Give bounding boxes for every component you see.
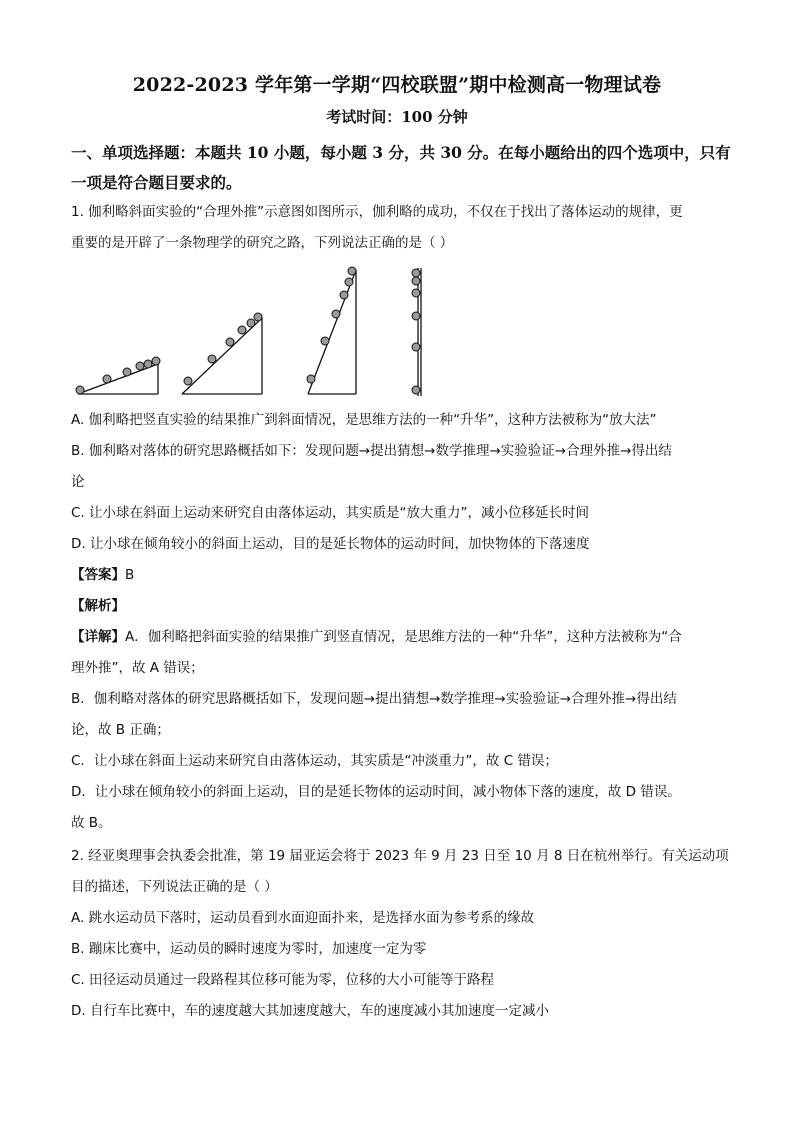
q2-option-a: A. 跳水运动员下落时，运动员看到水面迎面扑来，是选择水面为参考系的缘故 bbox=[71, 910, 535, 926]
q1-answer-line bbox=[71, 561, 731, 589]
q1-detail-a-line2: 理外推”，故 A 错误； bbox=[71, 660, 204, 676]
q1-option-c: C. 让小球在斜面上运动来研究自由落体运动，其实质是“放大重力”，减小位移延长时间 bbox=[71, 505, 589, 521]
q2-option-b: B. 蹦床比赛中，运动员的瞬时速度为零时，加速度一定为零 bbox=[71, 941, 427, 957]
q2-stem-line2: 目的描述，下列说法正确的是（ ） bbox=[71, 879, 278, 895]
vertical-wall bbox=[418, 268, 421, 396]
incline-2 bbox=[182, 318, 262, 394]
exam-title: 2022-2023 学年第一学期“四校联盟”期中检测高一物理试卷 bbox=[132, 74, 662, 96]
incline-1-balls bbox=[76, 357, 160, 394]
q1-detail-c: C．让小球在斜面上运动来研究自由落体运动，其实质是“冲淡重力”，故 C 错误； bbox=[71, 753, 558, 769]
incline-1 bbox=[78, 364, 158, 394]
q2-option-c: C. 田径运动员通过一段路程其位移可能为零，位移的大小可能等于路程 bbox=[71, 972, 495, 988]
incline-2-balls bbox=[184, 313, 262, 385]
vertical-drop-balls bbox=[412, 269, 420, 394]
q1-conclusion: 故 B。 bbox=[71, 815, 112, 831]
q1-stem-line1: 1. 伽利略斜面实验的“合理外推”示意图如图所示，伽利略的成功，不仅在于找出了落体运动的规律，更 bbox=[71, 204, 683, 220]
q1-detail-b-line2: 论，故 B 正确； bbox=[71, 722, 170, 738]
q2-option-d: D. 自行车比赛中，车的速度越大其加速度越大，车的速度减小其加速度一定减小 bbox=[71, 1003, 549, 1019]
section-heading: 一、单项选择题：本题共 10 小题，每小题 3 分，共 30 分。在每小题给出的四个选项中，只有一项是符合题目要求的。 bbox=[71, 143, 731, 192]
galileo-incline-figure bbox=[60, 262, 440, 402]
detail-a-text: A．伽利略把斜面实验的结果推广到竖直情况，是思维方法的一种“升华”，这种方法被称为“合 bbox=[125, 629, 682, 645]
q1-detail-a-line1 bbox=[71, 623, 731, 651]
q1-option-a: A. 伽利略把竖直实验的结果推广到斜面情况，是思维方法的一种“升华”，这种方法被称为“放大法” bbox=[71, 412, 657, 428]
q1-detail-d: D．让小球在倾角较小的斜面上运动，目的是延长物体的运动时间，减小物体下落的速度，故 D 错误。 bbox=[71, 784, 681, 800]
q1-detail-b-line1: B．伽利略对落体的研究思路概括如下，发现问题→提出猜想→数学推理→实验验证→合理外推→得出结 bbox=[71, 691, 677, 707]
detail-tag: 【详解】 bbox=[71, 629, 125, 645]
answer-value: B bbox=[125, 567, 135, 583]
analysis-tag: 【解析】 bbox=[71, 598, 125, 614]
q2-stem-line1: 2. 经亚奥理事会执委会批准，第 19 届亚运会将于 2023 年 9 月 23 日至 10 月 8 日在杭州举行。有关运动项 bbox=[71, 848, 729, 864]
answer-tag: 【答案】 bbox=[71, 567, 125, 583]
q1-option-b-line1: B. 伽利略对落体的研究思路概括如下：发现问题→提出猜想→数学推理→实验验证→合理外推→得出结 bbox=[71, 443, 672, 459]
q1-stem-line2: 重要的是开辟了一条物理学的研究之路，下列说法正确的是（ ） bbox=[71, 235, 454, 251]
exam-duration: 考试时间：100 分钟 bbox=[326, 108, 468, 126]
q1-option-d: D. 让小球在倾角较小的斜面上运动，目的是延长物体的运动时间，加快物体的下落速度 bbox=[71, 536, 590, 552]
incline-3-balls bbox=[307, 267, 356, 383]
q1-option-b-line2: 论 bbox=[71, 474, 85, 490]
incline-3 bbox=[308, 270, 356, 394]
q1-analysis-tag bbox=[71, 592, 731, 620]
